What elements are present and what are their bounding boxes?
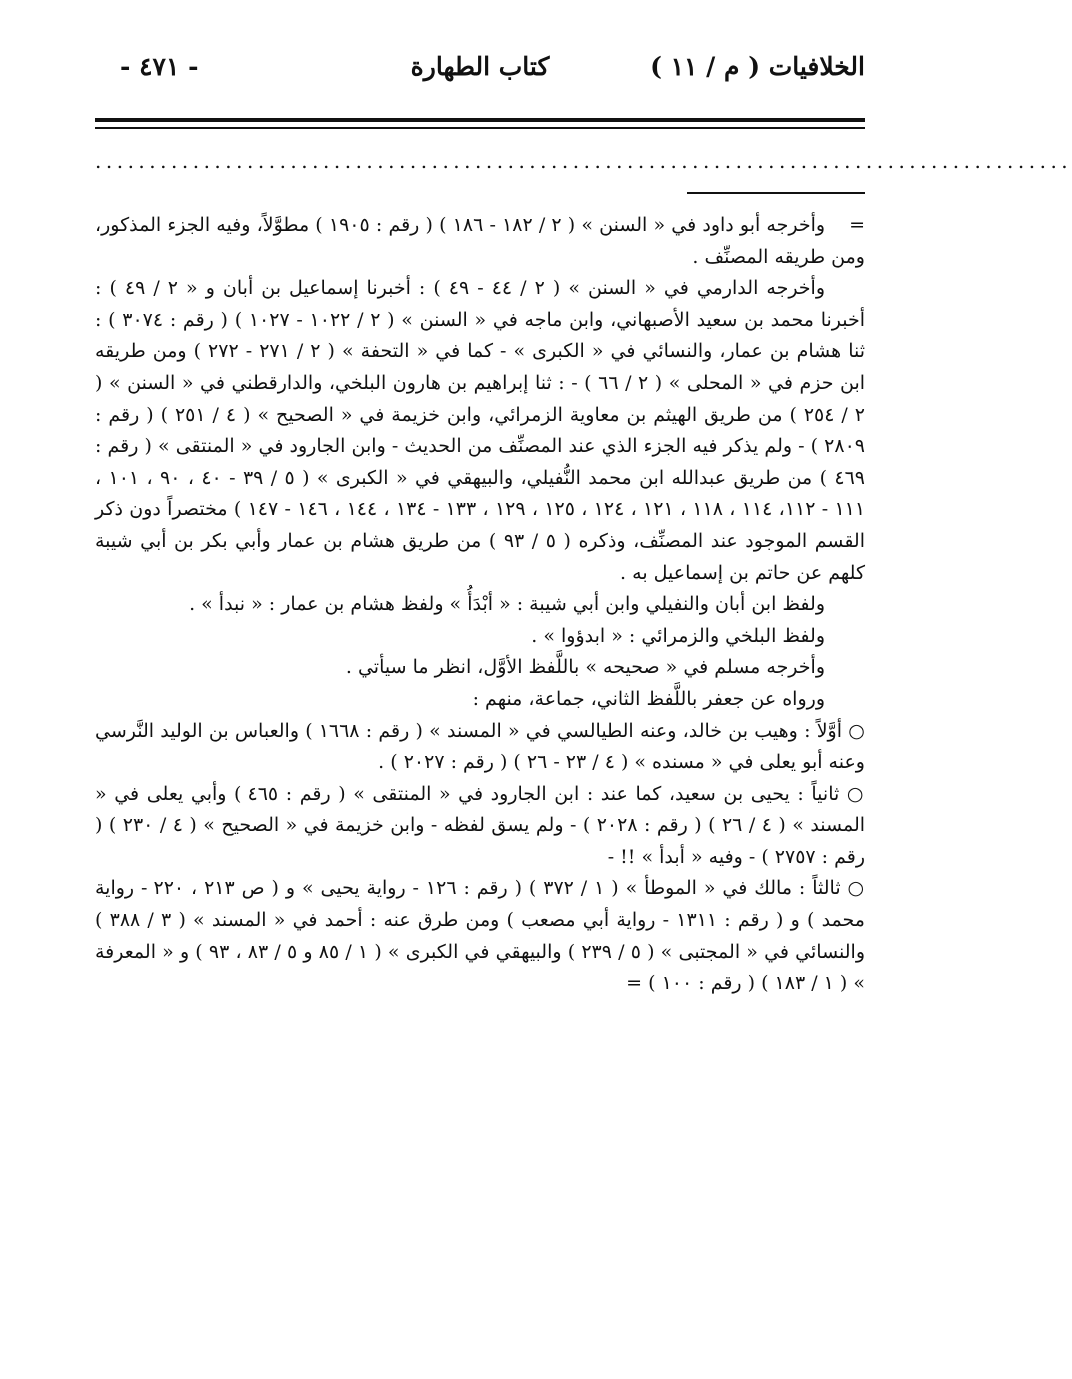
footnote-paragraph: =وأخرجه أبو داود في « السنن » ( ٢ / ١٨٢ - ١٨٦ ) ( رقم : ١٩٠٥ ) مطوَّلاً، وفيه الجزء المذكور، ومن طريقه المصنِّف .	[95, 210, 865, 273]
footnote-paragraph: ولفظ البلخي والزمرائي : « ابدؤوا » .	[531, 624, 825, 647]
footnote-paragraph: وأخرجه مسلم في « صحيحه » باللَّفظ الأوَّل، انظر ما سيأتي .	[345, 656, 825, 679]
footnote-body	[95, 210, 865, 1000]
header-rule-thick	[95, 118, 865, 122]
footnote-paragraph: ولفظ ابن أبان والنفيلي وابن أبي شيبة : « أبْدَأُ » ولفظ هشام بن عمار : « نبدأ » .	[189, 593, 825, 616]
footnote-list-item: ○ أوَّلاً : وهيب بن خالد، وعنه الطيالسي في « المسند » ( رقم : ١٦٦٨ ) والعباس بن الوليد النَّرسي وعنه أبو يعلى في « مسنده » ( ٤ / ٢٣ - ٢٦ ) ( رقم : ٢٠٢٧ ) .	[95, 719, 865, 774]
footnote-paragraph: وأخرجه الدارمي في « السنن » ( ٢ / ٤٤ - ٤٩ ) : أخبرنا إسماعيل بن أبان و « ٢ / ٤٩ ) : أخبرنا محمد بن سعيد الأصبهاني، وابن ماجه في « السنن » ( ٢ / ١٠٢٢ - ١٠٢٧ ) ( رقم : ٣٠٧٤ ) : ثنا هشام بن عمار، والنسائي في « الكبرى » - كما في « التحفة » ( ٢ / ٢٧١ - ٢٧٢ ) ومن طريقه ابن حزم في « المحلى » ( ٢ / ٦٦ ) - : ثنا إبراهيم بن هارون البلخي، والدارقطني في « السنن » ( ٢ / ٢٥٤ ) من طريق الهيثم بن معاوية الزمرائي، وابن خزيمة في « الصحيح » ( ٤ / ٢٥١ ) ( رقم : ٢٨٠٩ ) - ولم يذكر فيه الجزء الذي عند المصنِّف من الحديث - وابن الجارود في « المنتقى » ( رقم : ٤٦٩ ) من طريق عبدالله ابن محمد النُّفيلي، والبيهقي في « الكبرى » ( ٥ / ٣٩ - ٤٠ ، ٩٠ ، ١٠١ ، ١١١ - ١١٢، ١١٤ ، ١١٨ ، ١٢١ ، ١٢٤ ، ١٢٥ ، ١٢٩ ، ١٣٣ - ١٣٤ ، ١٤٤ ، ١٤٦ - ١٤٧ ) مختصراً دون ذكر القسم الموجود عند المصنِّف، وذكره ( ٥ / ٩٣ ) من طريق هشام بن عمار وأبي بكر بن أبي شيبة كلهم عن حاتم بن إسماعيل به .	[95, 277, 866, 584]
header-book-title: الخلافيات ( م / ١١ )	[650, 52, 865, 81]
header-page-number: - ٤٧١ -	[120, 52, 199, 81]
footnote-list-item: ○ ثالثاً : مالك في « الموطأ » ( ١ / ٣٧٢ ) ( رقم : ١٢٦ - رواية يحيى » و ( ص ٢١٣ ، ٢٢٠ - رواية محمد ) و ( رقم : ١٣١١ - رواية أبي مصعب ) ومن طرق عنه : أحمد في « المسند » ( ٣ / ٣٨٨ ) والنسائي في « المجتبى » ( ٥ / ٢٣٩ ) والبيهقي في الكبرى » ( ١ / ٨٥ و ٥ / ٨٣ ، ٩٣ ) و « المعرفة » ( ١ / ١٨٣ ) ( رقم : ١٠٠ ) =	[95, 877, 866, 995]
text-ellipsis-line: ..........................................................................................	[95, 149, 1072, 173]
footnote-list-item: ○ ثانياً : يحيى بن سعيد، كما عند : ابن الجارود في « المنتقى » ( رقم : ٤٦٥ ) وأبي يعلى في « المسند » ( ٤ / ٢٦ ) ( رقم : ٢٠٢٨ ) - ولم يسق لفظه - وابن خزيمة في « الصحيح » ( ٤ / ٢٣٠ ) ( رقم : ٢٧٥٧ ) - وفيه « أبدأ » !! -	[95, 782, 866, 868]
footnote-paragraph: ورواه عن جعفر باللَّفظ الثاني، جماعة، منهم :	[472, 687, 825, 710]
continuation-mark: =	[849, 214, 866, 236]
header-rule-thin	[95, 127, 865, 129]
page-header	[95, 52, 865, 92]
header-chapter-title: كتاب الطهارة	[410, 52, 550, 81]
footnote-separator	[687, 192, 865, 194]
